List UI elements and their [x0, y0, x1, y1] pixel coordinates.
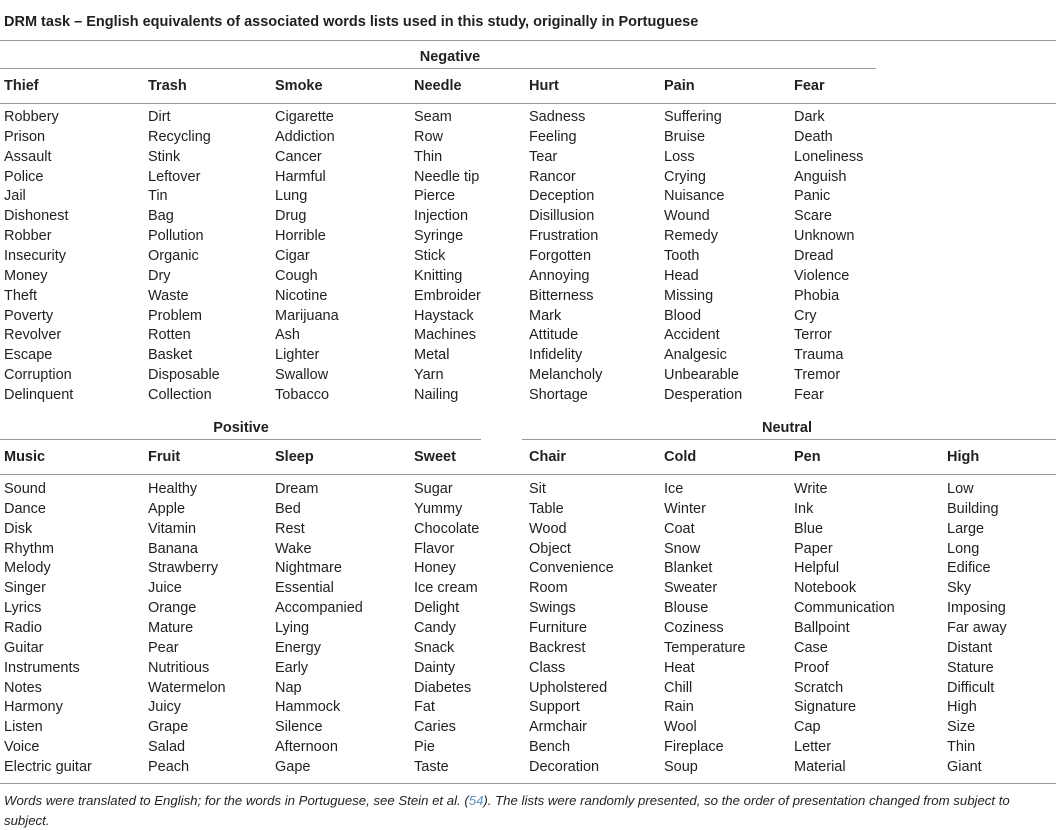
word-cell: Pie — [414, 739, 435, 756]
word-cell: Sweater — [664, 580, 718, 597]
word-cell: Police — [4, 168, 44, 185]
word-cell: Attitude — [529, 327, 579, 344]
word-cell: Fireplace — [664, 739, 724, 756]
word-cell: Death — [794, 128, 833, 145]
word-cell: Dry — [148, 267, 171, 284]
word-cell: Peach — [148, 759, 190, 776]
word-cell: Table — [529, 500, 564, 517]
word-cell: Wound — [664, 208, 710, 225]
word-cell: Cigarette — [275, 109, 334, 125]
word-cell: Dainty — [414, 659, 456, 676]
word-cell: Communication — [794, 600, 895, 617]
word-cell: Snow — [664, 540, 701, 557]
word-cell: Case — [794, 639, 828, 656]
word-cell: Strawberry — [148, 560, 219, 577]
word-list-fruit — [148, 447, 226, 776]
word-cell: Early — [275, 659, 309, 676]
column-header: Music — [4, 449, 46, 465]
word-cell: Rhythm — [4, 540, 54, 557]
word-cell: Bitterness — [529, 287, 594, 304]
word-cell: Melancholy — [529, 367, 603, 384]
word-cell: Snack — [414, 639, 455, 656]
word-cell: Juicy — [148, 699, 182, 716]
word-cell: Blue — [794, 520, 824, 537]
column-header: Fear — [794, 78, 825, 94]
word-cell: Jail — [4, 188, 26, 205]
word-cell: Anguish — [794, 168, 847, 185]
word-cell: Deception — [529, 188, 595, 205]
word-cell: Vitamin — [148, 520, 197, 537]
word-cell: Room — [529, 580, 568, 597]
word-cell: Backrest — [529, 639, 586, 656]
word-cell: Drug — [275, 208, 307, 225]
word-cell: Escape — [4, 347, 53, 364]
word-cell: Energy — [275, 639, 321, 656]
word-cell: Syringe — [414, 228, 464, 245]
word-cell: Tooth — [664, 248, 700, 265]
word-cell: Fear — [794, 387, 824, 404]
word-cell: Loneliness — [794, 148, 864, 165]
footnote-reference-link[interactable]: 54 — [468, 793, 484, 808]
word-cell: Furniture — [529, 620, 588, 637]
word-cell: Listen — [4, 719, 43, 736]
word-cell: Instruments — [4, 659, 80, 676]
word-cell: Crying — [664, 168, 706, 185]
word-cell: Dance — [4, 500, 46, 517]
word-cell: Yarn — [414, 367, 444, 384]
word-cell: Convenience — [529, 560, 614, 577]
word-cell: Lying — [275, 620, 310, 637]
word-cell: Disillusion — [529, 208, 595, 225]
word-cell: Bruise — [664, 128, 706, 145]
word-cell: Mature — [148, 620, 194, 637]
word-cell: Stature — [947, 659, 994, 676]
word-cell: Metal — [414, 347, 450, 364]
word-cell: Fat — [414, 699, 435, 716]
word-cell: Cough — [275, 267, 318, 284]
word-cell: Robber — [4, 228, 52, 245]
word-list-high — [947, 447, 1007, 776]
word-cell: Annoying — [529, 267, 590, 284]
word-cell: Silence — [275, 719, 323, 736]
word-cell: Disk — [4, 520, 33, 537]
word-cell: Write — [794, 481, 828, 497]
word-cell: Harmony — [4, 699, 63, 716]
word-cell: Pierce — [414, 188, 456, 205]
word-cell: Sadness — [529, 109, 586, 125]
word-cell: Theft — [4, 287, 38, 304]
word-cell: Long — [947, 540, 980, 557]
word-list-trash — [148, 76, 220, 404]
word-cell: Accident — [664, 327, 720, 344]
word-cell: Injection — [414, 208, 469, 225]
word-cell: Apple — [148, 500, 186, 517]
word-cell: Knitting — [414, 267, 463, 284]
word-cell: Waste — [148, 287, 189, 304]
word-cell: Infidelity — [529, 347, 583, 364]
word-cell: Nicotine — [275, 287, 328, 304]
word-cell: Rancor — [529, 168, 576, 185]
word-cell: Haystack — [414, 307, 474, 324]
word-cell: Imposing — [947, 600, 1006, 617]
word-cell: Feeling — [529, 128, 577, 145]
word-cell: Mark — [529, 307, 562, 324]
group-label-neutral: Neutral — [762, 420, 812, 436]
negative-group-rule — [0, 68, 876, 69]
word-cell: Head — [664, 267, 699, 284]
word-cell: Stick — [414, 248, 446, 265]
word-cell: Pear — [148, 639, 179, 656]
word-cell: Low — [947, 481, 974, 497]
word-cell: Wool — [664, 719, 697, 736]
word-list-music — [4, 447, 92, 776]
word-cell: Dread — [794, 248, 834, 265]
word-cell: Collection — [148, 387, 212, 404]
word-cell: Sit — [529, 481, 546, 497]
word-cell: Tremor — [794, 367, 841, 384]
word-cell: Size — [947, 719, 976, 736]
word-cell: Poverty — [4, 307, 54, 324]
word-cell: Machines — [414, 327, 477, 344]
word-cell: Afternoon — [275, 739, 338, 756]
word-list-pain — [664, 76, 743, 404]
word-cell: Bag — [148, 208, 174, 225]
word-cell: Orange — [148, 600, 197, 617]
word-cell: Leftover — [148, 168, 201, 185]
word-cell: Analgesic — [664, 347, 727, 364]
word-cell: Nutritious — [148, 659, 210, 676]
word-cell: Lighter — [275, 347, 320, 364]
word-cell: Watermelon — [148, 679, 226, 696]
word-cell: Delinquent — [4, 387, 74, 404]
word-cell: Signature — [794, 699, 857, 716]
word-cell: Prison — [4, 128, 46, 145]
word-cell: Honey — [414, 560, 456, 577]
word-cell: Blood — [664, 307, 702, 324]
word-cell: Winter — [664, 500, 706, 517]
word-cell: Distant — [947, 639, 993, 656]
word-cell: Cap — [794, 719, 821, 736]
column-header: Needle — [414, 78, 462, 94]
word-cell: Rain — [664, 699, 694, 716]
word-cell: Revolver — [4, 327, 62, 344]
word-cell: Tin — [148, 188, 168, 205]
word-cell: Stink — [148, 148, 181, 165]
word-cell: Nuisance — [664, 188, 725, 205]
word-cell: Guitar — [4, 639, 44, 656]
word-cell: Ink — [794, 500, 814, 517]
column-header: Trash — [148, 78, 187, 94]
column-header: High — [947, 449, 980, 465]
word-cell: Scratch — [794, 679, 844, 696]
word-cell: Edifice — [947, 560, 991, 577]
column-header: Pen — [794, 449, 821, 465]
word-cell: Swallow — [275, 367, 329, 384]
top-rule — [0, 40, 1056, 41]
word-cell: Bed — [275, 500, 301, 517]
word-cell: Temperature — [664, 639, 746, 656]
word-cell: Nightmare — [275, 560, 342, 577]
word-cell: Notes — [4, 679, 42, 696]
word-cell: Ballpoint — [794, 620, 850, 637]
word-cell: Chocolate — [414, 520, 480, 537]
word-cell: Sugar — [414, 481, 453, 497]
word-cell: Yummy — [414, 500, 463, 517]
word-cell: Cancer — [275, 148, 322, 165]
word-cell: Wood — [529, 520, 567, 537]
word-cell: Pollution — [148, 228, 204, 245]
word-cell: Unknown — [794, 228, 855, 245]
word-cell: Grape — [148, 719, 189, 736]
group-label-negative: Negative — [419, 49, 481, 65]
word-cell: Flavor — [414, 540, 455, 557]
word-cell: Cigar — [275, 248, 310, 265]
word-cell: Harmful — [275, 168, 326, 185]
neutral-group-rule — [522, 439, 1056, 440]
word-cell: Notebook — [794, 580, 857, 597]
word-cell: Tear — [529, 148, 558, 165]
word-list-smoke — [275, 76, 339, 404]
word-cell: Material — [794, 759, 846, 776]
word-cell: Wake — [275, 540, 312, 557]
word-cell: Nap — [275, 679, 302, 696]
word-cell: Paper — [794, 540, 833, 557]
column-header: Smoke — [275, 78, 323, 94]
word-cell: Salad — [148, 739, 186, 756]
word-cell: Lyrics — [4, 600, 42, 617]
word-cell: Building — [947, 500, 999, 517]
word-cell: Diabetes — [414, 679, 472, 696]
word-cell: Panic — [794, 188, 831, 205]
word-cell: Rest — [275, 520, 305, 537]
word-cell: Problem — [148, 307, 202, 324]
word-list-pen — [794, 447, 895, 776]
word-cell: Upholstered — [529, 679, 608, 696]
word-cell: Delight — [414, 600, 460, 617]
word-list-needle — [414, 76, 481, 404]
word-cell: Phobia — [794, 287, 840, 304]
word-cell: Suffering — [664, 109, 722, 125]
word-cell: Terror — [794, 327, 832, 344]
word-cell: Caries — [414, 719, 456, 736]
word-cell: Thin — [414, 148, 443, 165]
word-cell: Ice — [664, 481, 684, 497]
word-cell: Taste — [414, 759, 449, 776]
word-list-sleep — [275, 447, 363, 776]
word-cell: Dream — [275, 481, 319, 497]
word-cell: Hammock — [275, 699, 341, 716]
word-cell: Robbery — [4, 109, 59, 125]
word-cell: Forgotten — [529, 248, 592, 265]
word-list-hurt — [529, 76, 603, 404]
column-header: Pain — [664, 78, 695, 94]
word-cell: Decoration — [529, 759, 600, 776]
word-cell: Ice cream — [414, 580, 478, 597]
word-cell: Shortage — [529, 387, 588, 404]
negative-header-rule — [0, 103, 1056, 104]
column-header: Hurt — [529, 78, 559, 94]
word-cell: Cry — [794, 307, 817, 324]
word-cell: Proof — [794, 659, 829, 676]
word-cell: Row — [414, 128, 444, 145]
word-cell: Loss — [664, 148, 695, 165]
word-cell: Dirt — [148, 109, 171, 125]
word-cell: Coziness — [664, 620, 724, 637]
word-cell: Remedy — [664, 228, 718, 245]
word-cell: Frustration — [529, 228, 599, 245]
word-cell: Chill — [664, 679, 693, 696]
word-list-chair — [529, 447, 614, 776]
word-cell: Disposable — [148, 367, 220, 384]
word-cell: Needle tip — [414, 168, 480, 185]
column-header: Sweet — [414, 449, 456, 465]
word-cell: Blanket — [664, 560, 713, 577]
word-cell: High — [947, 699, 977, 716]
word-cell: Missing — [664, 287, 714, 304]
word-cell: Singer — [4, 580, 46, 597]
word-cell: Gape — [275, 759, 311, 776]
word-cell: Radio — [4, 620, 42, 637]
column-header: Chair — [529, 449, 567, 465]
word-cell: Desperation — [664, 387, 743, 404]
word-cell: Insecurity — [4, 248, 67, 265]
table-footnote — [4, 791, 1044, 830]
word-cell: Essential — [275, 580, 334, 597]
word-list-fear — [794, 76, 864, 404]
footnote-text-before: Words were translated to English; for the words in Portuguese, see Stein et al. ( — [4, 793, 469, 808]
word-cell: Dark — [794, 109, 825, 125]
positive-group-rule — [0, 439, 481, 440]
word-cell: Marijuana — [275, 307, 339, 324]
word-cell: Coat — [664, 520, 695, 537]
word-cell: Large — [947, 520, 985, 537]
word-cell: Support — [529, 699, 580, 716]
word-cell: Thin — [947, 739, 976, 756]
column-header: Sleep — [275, 449, 314, 465]
word-cell: Giant — [947, 759, 982, 776]
column-header: Cold — [664, 449, 697, 465]
word-cell: Difficult — [947, 679, 995, 696]
word-cell: Lung — [275, 188, 308, 205]
word-cell: Heat — [664, 659, 695, 676]
word-list-thief — [4, 76, 74, 404]
column-header: Fruit — [148, 449, 181, 465]
word-cell: Recycling — [148, 128, 211, 145]
word-list-sweet — [414, 447, 480, 776]
word-cell: Violence — [794, 267, 850, 284]
word-cell: Armchair — [529, 719, 588, 736]
word-cell: Voice — [4, 739, 40, 756]
word-cell: Helpful — [794, 560, 840, 577]
word-cell: Dishonest — [4, 208, 69, 225]
word-cell: Corruption — [4, 367, 72, 384]
word-cell: Rotten — [148, 327, 191, 344]
word-cell: Trauma — [794, 347, 844, 364]
word-cell: Embroider — [414, 287, 481, 304]
word-cell: Ash — [275, 327, 300, 344]
word-cell: Sky — [947, 580, 972, 597]
word-cell: Juice — [148, 580, 182, 597]
word-cell: Electric guitar — [4, 759, 92, 776]
word-cell: Organic — [148, 248, 199, 265]
word-cell: Blouse — [664, 600, 709, 617]
word-cell: Far away — [947, 620, 1007, 637]
word-cell: Basket — [148, 347, 193, 364]
word-cell: Scare — [794, 208, 832, 225]
word-cell: Candy — [414, 620, 456, 637]
word-cell: Class — [529, 659, 566, 676]
word-cell: Letter — [794, 739, 832, 756]
table-title: DRM task – English equivalents of associated words lists used in this study, originally in Portuguese — [4, 14, 699, 30]
word-cell: Swings — [529, 600, 576, 617]
word-list-cold — [664, 447, 746, 776]
group-label-positive: Positive — [213, 420, 269, 436]
word-cell: Banana — [148, 540, 198, 557]
word-cell: Healthy — [148, 481, 198, 497]
word-cell: Nailing — [414, 387, 459, 404]
word-cell: Unbearable — [664, 367, 739, 384]
lower-header-rule — [0, 474, 1056, 475]
column-header: Thief — [4, 78, 39, 94]
word-cell: Melody — [4, 560, 51, 577]
word-cell: Sound — [4, 481, 46, 497]
word-cell: Soup — [664, 759, 698, 776]
word-cell: Assault — [4, 148, 52, 165]
word-cell: Seam — [414, 109, 452, 125]
word-cell: Tobacco — [275, 387, 330, 404]
word-cell: Addiction — [275, 128, 335, 145]
footnote-text-after: ). The lists were randomly presented, so the order of presentation changed from subject to subject. — [4, 793, 1010, 828]
word-cell: Money — [4, 267, 48, 284]
bottom-rule — [0, 783, 1056, 784]
word-cell: Bench — [529, 739, 571, 756]
word-cell: Object — [529, 540, 571, 557]
word-cell: Accompanied — [275, 600, 363, 617]
word-cell: Horrible — [275, 228, 326, 245]
